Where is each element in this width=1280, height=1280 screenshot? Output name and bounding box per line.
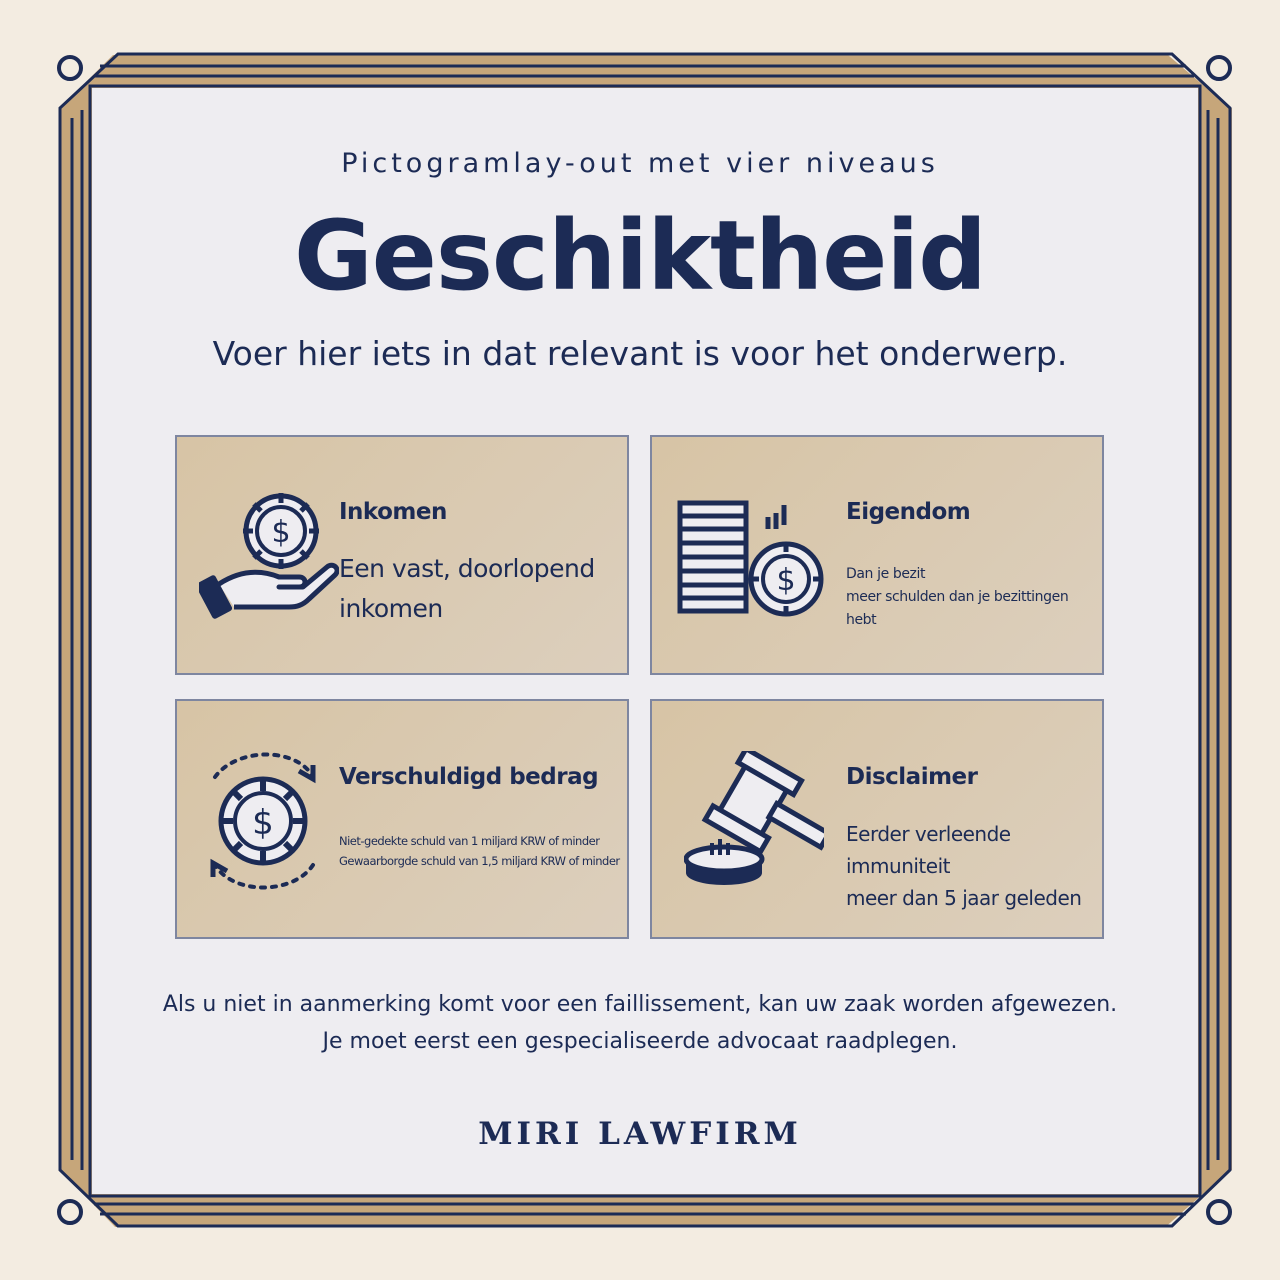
card-text-line: Eerder verleende immuniteit <box>846 822 1011 878</box>
page-subtitle: Voer hier iets in dat relevant is voor het onderwerp. <box>212 334 1068 373</box>
card-title: Eigendom <box>846 499 971 525</box>
card-text-line: meer schulden dan je bezittingen hebt <box>846 589 1069 628</box>
hand-holding-coin-icon <box>199 489 339 624</box>
card-text-line: meer dan 5 jaar geleden <box>846 886 1082 910</box>
card-text-line: Gewaarborgde schuld van 1,5 miljard KRW of minder <box>339 854 620 868</box>
card-title: Disclaimer <box>846 764 978 790</box>
card-income <box>175 435 629 675</box>
svg-text:$: $ <box>252 803 274 843</box>
coin-stack-icon <box>676 499 831 619</box>
card-disclaimer <box>650 699 1104 939</box>
eyebrow-text: Pictogramlay-out met vier niveaus <box>341 148 939 179</box>
card-title: Inkomen <box>339 499 447 525</box>
card-text <box>339 831 620 871</box>
coin-cycle-icon <box>207 749 322 894</box>
card-text <box>846 563 1102 632</box>
card-text-line: Dan je bezit <box>846 566 926 582</box>
svg-text:$: $ <box>776 563 796 598</box>
card-text-line: Niet-gedekte schuld van 1 miljard KRW of minder <box>339 834 600 848</box>
footer-line-2: Je moet eerst een gespecialiseerde advocaat raadplegen. <box>322 1029 958 1054</box>
card-text-line: Een vast, doorlopend <box>339 554 595 583</box>
card-text <box>339 549 595 629</box>
footer-note <box>0 986 1280 1060</box>
gavel-icon <box>684 751 824 891</box>
svg-text:$: $ <box>271 515 291 550</box>
page-title: Geschiktheid <box>293 200 986 312</box>
card-property <box>650 435 1104 675</box>
card-text <box>846 818 1102 914</box>
card-text-line: inkomen <box>339 594 443 623</box>
card-title: Verschuldigd bedrag <box>339 764 599 790</box>
card-debt-amount <box>175 699 629 939</box>
brand-logo-text: MIRI LAWFIRM <box>478 1116 802 1152</box>
footer-line-1: Als u niet in aanmerking komt voor een faillissement, kan uw zaak worden afgewezen. <box>162 992 1118 1017</box>
